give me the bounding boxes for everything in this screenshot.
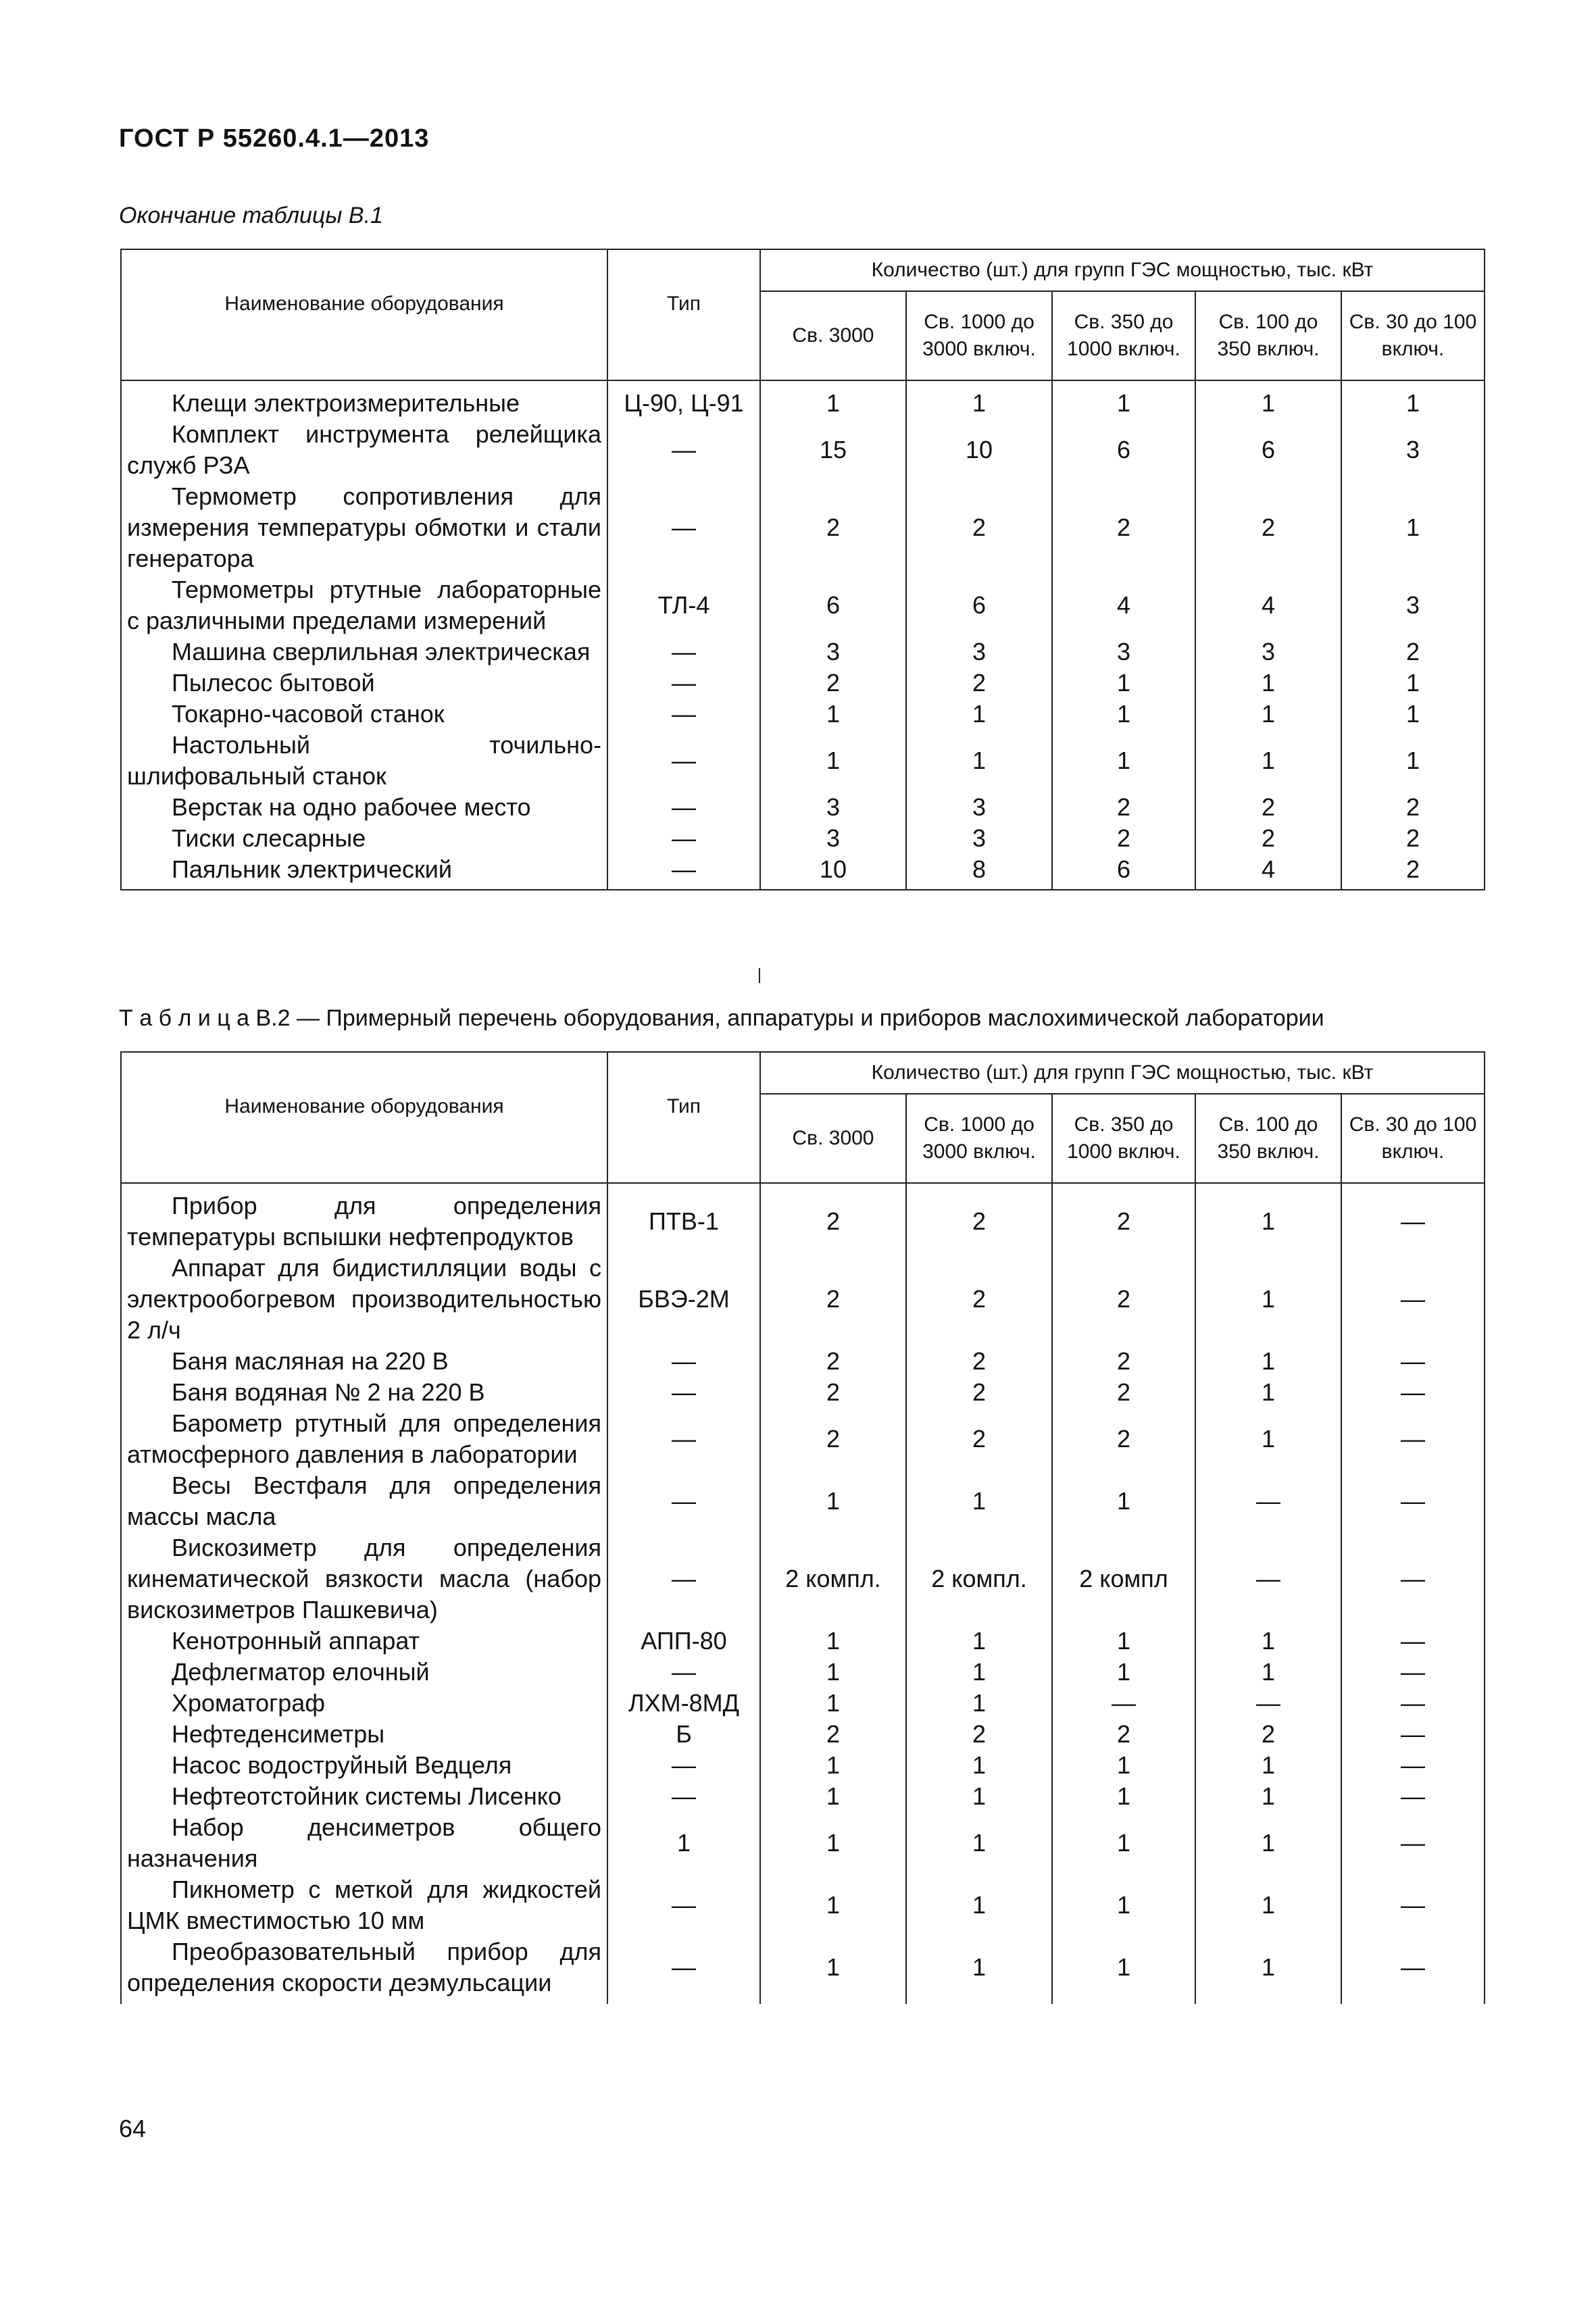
quantity-cell: 1 — [906, 1781, 1052, 1812]
quantity-cell: 1 — [1195, 699, 1341, 730]
quantity-cell: 2 — [1052, 1377, 1195, 1408]
quantity-cell: 2 — [906, 1346, 1052, 1377]
col-header-group: Количество (шт.) для групп ГЭС мощностью, тыс. кВт — [760, 249, 1485, 291]
quantity-cell: 2 — [906, 1408, 1052, 1470]
quantity-cell: 15 — [760, 419, 906, 481]
table-row — [121, 668, 1485, 699]
col-header-name: Наименование оборудования — [121, 1052, 607, 1183]
quantity-cell: 1 — [1052, 730, 1195, 792]
col-header-type: Тип — [607, 249, 760, 380]
equipment-type: АПП-80 — [607, 1626, 760, 1657]
table-row — [121, 1657, 1485, 1688]
quantity-cell: 2 — [1341, 636, 1485, 668]
quantity-cell: 1 — [906, 1626, 1052, 1657]
quantity-cell: 1 — [1052, 1812, 1195, 1874]
quantity-cell: 1 — [1052, 1936, 1195, 2004]
col-header-q4: Св. 100 до 350 включ. — [1195, 1094, 1341, 1183]
quantity-cell: 2 — [1052, 792, 1195, 823]
quantity-cell: 2 — [1341, 854, 1485, 890]
equipment-name: Кенотронный аппарат — [121, 1626, 607, 1657]
equipment-type: — — [607, 1750, 760, 1781]
quantity-cell: 3 — [906, 792, 1052, 823]
quantity-cell: 1 — [1195, 668, 1341, 699]
equipment-name: Баня масляная на 220 В — [121, 1346, 607, 1377]
quantity-cell: 6 — [1052, 854, 1195, 890]
col-header-q2: Св. 1000 до 3000 включ. — [906, 291, 1052, 380]
col-header-group: Количество (шт.) для групп ГЭС мощностью, тыс. кВт — [760, 1052, 1485, 1094]
col-header-q3: Св. 350 до 1000 включ. — [1052, 291, 1195, 380]
equipment-name: Термометры ртутные лабораторные с различными пределами измерений — [121, 574, 607, 636]
equipment-name: Набор денсиметров общего назначения — [121, 1812, 607, 1874]
quantity-cell: 1 — [1052, 1657, 1195, 1688]
quantity-cell: 1 — [1052, 1781, 1195, 1812]
equipment-type: — — [607, 1874, 760, 1936]
quantity-cell: — — [1341, 1470, 1485, 1532]
quantity-cell: 1 — [1195, 1377, 1341, 1408]
quantity-cell: 2 — [760, 1190, 906, 1253]
quantity-cell: 1 — [760, 1470, 906, 1532]
quantity-cell: 1 — [760, 699, 906, 730]
equipment-type: ЛХМ-8МД — [607, 1688, 760, 1719]
quantity-cell: — — [1341, 1532, 1485, 1626]
quantity-cell: 3 — [760, 823, 906, 854]
quantity-cell: 2 — [760, 481, 906, 574]
table-row — [121, 1253, 1485, 1346]
equipment-type: — — [607, 1470, 760, 1532]
quantity-cell: 4 — [1195, 854, 1341, 890]
quantity-cell: 2 — [1195, 481, 1341, 574]
equipment-type: — — [607, 730, 760, 792]
quantity-cell: 1 — [760, 1874, 906, 1936]
table-row — [121, 419, 1485, 481]
equipment-name: Вискозиметр для определения кинематической вязкости масла (набор вискозиметров Пашкевича) — [121, 1532, 607, 1626]
quantity-cell: 1 — [760, 1750, 906, 1781]
quantity-cell: 1 — [1195, 730, 1341, 792]
quantity-cell: 1 — [760, 1657, 906, 1688]
quantity-cell: 1 — [906, 1657, 1052, 1688]
quantity-cell: 1 — [1195, 1346, 1341, 1377]
quantity-cell: 2 — [1195, 823, 1341, 854]
equipment-type: — — [607, 854, 760, 890]
table1-caption: Окончание таблицы В.1 — [119, 203, 383, 228]
quantity-cell: 1 — [1341, 730, 1485, 792]
quantity-cell: 2 — [760, 1408, 906, 1470]
quantity-cell: 1 — [906, 1874, 1052, 1936]
quantity-cell: — — [1341, 1377, 1485, 1408]
quantity-cell: 6 — [760, 574, 906, 636]
table-row — [121, 388, 1485, 419]
quantity-cell: 1 — [1195, 1253, 1341, 1346]
quantity-cell: 2 — [1052, 481, 1195, 574]
quantity-cell: — — [1341, 1626, 1485, 1657]
equipment-type: 1 — [607, 1812, 760, 1874]
quantity-cell: — — [1341, 1750, 1485, 1781]
quantity-cell: 2 — [1052, 1408, 1195, 1470]
equipment-name: Машина сверлильная электрическая — [121, 636, 607, 668]
equipment-type: — — [607, 481, 760, 574]
quantity-cell: — — [1341, 1936, 1485, 2004]
equipment-name: Насос водоструйный Ведцеля — [121, 1750, 607, 1781]
quantity-cell: 3 — [1052, 636, 1195, 668]
table1-body — [121, 388, 1485, 890]
quantity-cell: 1 — [1195, 1781, 1341, 1812]
equipment-type: — — [607, 823, 760, 854]
quantity-cell: — — [1341, 1688, 1485, 1719]
table-row — [121, 1688, 1485, 1719]
quantity-cell: 2 компл. — [760, 1532, 906, 1626]
quantity-cell: 2 компл. — [906, 1532, 1052, 1626]
quantity-cell: 1 — [1341, 668, 1485, 699]
table-row — [121, 636, 1485, 668]
quantity-cell: — — [1341, 1190, 1485, 1253]
col-header-type: Тип — [607, 1052, 760, 1183]
table2 — [120, 1051, 1485, 2004]
quantity-cell: — — [1341, 1874, 1485, 1936]
col-header-q5: Св. 30 до 100 включ. — [1341, 1094, 1485, 1183]
table-row — [121, 1532, 1485, 1626]
equipment-name: Дефлегматор елочный — [121, 1657, 607, 1688]
table-row — [121, 1470, 1485, 1532]
quantity-cell: 1 — [1341, 699, 1485, 730]
quantity-cell: 2 — [1052, 823, 1195, 854]
quantity-cell: 2 — [760, 1346, 906, 1377]
quantity-cell: 3 — [1341, 419, 1485, 481]
quantity-cell: 1 — [760, 1812, 906, 1874]
quantity-cell: 1 — [906, 1750, 1052, 1781]
quantity-cell: — — [1341, 1253, 1485, 1346]
col-header-q1: Св. 3000 — [760, 291, 906, 380]
quantity-cell: 6 — [906, 574, 1052, 636]
table-row — [121, 1408, 1485, 1470]
table-row — [121, 1812, 1485, 1874]
quantity-cell: — — [1195, 1470, 1341, 1532]
table-row — [121, 1626, 1485, 1657]
table-divider-mark — [759, 968, 760, 983]
table1 — [120, 249, 1485, 890]
quantity-cell: 2 — [1341, 792, 1485, 823]
quantity-cell: — — [1195, 1532, 1341, 1626]
table-row — [121, 823, 1485, 854]
table-row — [121, 730, 1485, 792]
table-row — [121, 574, 1485, 636]
equipment-type: ПТВ-1 — [607, 1190, 760, 1253]
table-row — [121, 481, 1485, 574]
equipment-name: Пикнометр с меткой для жидкостей ЦМК вместимостью 10 мм — [121, 1874, 607, 1936]
quantity-cell: 2 — [1341, 823, 1485, 854]
quantity-cell: 2 — [1052, 1719, 1195, 1750]
quantity-cell: 2 — [1052, 1190, 1195, 1253]
quantity-cell: — — [1341, 1812, 1485, 1874]
equipment-type: — — [607, 636, 760, 668]
quantity-cell: 3 — [906, 636, 1052, 668]
col-header-q1: Св. 3000 — [760, 1094, 906, 1183]
equipment-type: — — [607, 1936, 760, 2004]
quantity-cell: 3 — [906, 823, 1052, 854]
equipment-name: Токарно-часовой станок — [121, 699, 607, 730]
quantity-cell: 1 — [1195, 1408, 1341, 1470]
quantity-cell: 6 — [1195, 419, 1341, 481]
equipment-type: Ц-90, Ц-91 — [607, 388, 760, 419]
quantity-cell: 1 — [1195, 1190, 1341, 1253]
equipment-type: — — [607, 1377, 760, 1408]
quantity-cell: 10 — [906, 419, 1052, 481]
equipment-name: Паяльник электрический — [121, 854, 607, 890]
table-row — [121, 1781, 1485, 1812]
col-header-q4: Св. 100 до 350 включ. — [1195, 291, 1341, 380]
equipment-type: — — [607, 792, 760, 823]
quantity-cell: 1 — [1052, 1874, 1195, 1936]
quantity-cell: 2 — [1052, 1253, 1195, 1346]
equipment-type: — — [607, 1532, 760, 1626]
quantity-cell: — — [1341, 1408, 1485, 1470]
quantity-cell: 1 — [1195, 1626, 1341, 1657]
table-row — [121, 1377, 1485, 1408]
quantity-cell: 1 — [1052, 388, 1195, 419]
equipment-name: Тиски слесарные — [121, 823, 607, 854]
table-row — [121, 699, 1485, 730]
quantity-cell: 3 — [760, 792, 906, 823]
quantity-cell: — — [1341, 1657, 1485, 1688]
equipment-name: Нефтеотстойник системы Лисенко — [121, 1781, 607, 1812]
quantity-cell: 1 — [1341, 388, 1485, 419]
equipment-name: Настольный точильно-шлифовальный станок — [121, 730, 607, 792]
quantity-cell: 2 — [906, 1253, 1052, 1346]
quantity-cell: 10 — [760, 854, 906, 890]
quantity-cell: — — [1341, 1719, 1485, 1750]
equipment-type: — — [607, 1781, 760, 1812]
quantity-cell: 3 — [760, 636, 906, 668]
equipment-name: Термометр сопротивления для измерения температуры обмотки и стали генератора — [121, 481, 607, 574]
equipment-name: Комплект инструмента релейщика служб РЗА — [121, 419, 607, 481]
quantity-cell: 1 — [1052, 1750, 1195, 1781]
table-row — [121, 1750, 1485, 1781]
quantity-cell: 1 — [906, 388, 1052, 419]
equipment-name: Аппарат для бидистилляции воды с электрообогревом производительностью 2 л/ч — [121, 1253, 607, 1346]
quantity-cell: 1 — [906, 699, 1052, 730]
quantity-cell: 2 — [1195, 1719, 1341, 1750]
quantity-cell: 2 — [906, 1719, 1052, 1750]
document-id: ГОСТ Р 55260.4.1—2013 — [119, 124, 430, 153]
quantity-cell: 1 — [760, 1626, 906, 1657]
quantity-cell: 2 — [760, 1719, 906, 1750]
quantity-cell: 1 — [1195, 1812, 1341, 1874]
table-row — [121, 1190, 1485, 1253]
quantity-cell: 1 — [1052, 668, 1195, 699]
quantity-cell: 3 — [1195, 636, 1341, 668]
table-row — [121, 1874, 1485, 1936]
equipment-name: Барометр ртутный для определения атмосферного давления в лаборатории — [121, 1408, 607, 1470]
quantity-cell: — — [1195, 1688, 1341, 1719]
quantity-cell: 2 компл — [1052, 1532, 1195, 1626]
quantity-cell: 1 — [906, 1688, 1052, 1719]
quantity-cell: 1 — [760, 730, 906, 792]
equipment-type: — — [607, 1657, 760, 1688]
equipment-name: Нефтеденсиметры — [121, 1719, 607, 1750]
equipment-name: Баня водяная № 2 на 220 В — [121, 1377, 607, 1408]
equipment-type: ТЛ-4 — [607, 574, 760, 636]
quantity-cell: 1 — [1195, 1874, 1341, 1936]
equipment-name: Клещи электроизмерительные — [121, 388, 607, 419]
quantity-cell: 1 — [1052, 1626, 1195, 1657]
quantity-cell: 2 — [760, 1377, 906, 1408]
quantity-cell: 4 — [1052, 574, 1195, 636]
col-header-q5: Св. 30 до 100 включ. — [1341, 291, 1485, 380]
quantity-cell: 1 — [1052, 1470, 1195, 1532]
quantity-cell: 1 — [1052, 699, 1195, 730]
quantity-cell: 2 — [906, 481, 1052, 574]
quantity-cell: 2 — [906, 668, 1052, 699]
quantity-cell: 2 — [1195, 792, 1341, 823]
equipment-name: Преобразовательный прибор для определения скорости деэмульсации — [121, 1936, 607, 2004]
quantity-cell: 2 — [760, 1253, 906, 1346]
quantity-cell: 1 — [906, 1812, 1052, 1874]
quantity-cell: 2 — [760, 668, 906, 699]
equipment-type: Б — [607, 1719, 760, 1750]
equipment-name: Верстак на одно рабочее место — [121, 792, 607, 823]
quantity-cell: 1 — [1195, 1936, 1341, 2004]
equipment-type: БВЭ-2М — [607, 1253, 760, 1346]
quantity-cell: 1 — [760, 388, 906, 419]
quantity-cell: — — [1341, 1781, 1485, 1812]
quantity-cell: 1 — [1195, 1657, 1341, 1688]
quantity-cell: 2 — [906, 1190, 1052, 1253]
quantity-cell: 2 — [906, 1377, 1052, 1408]
quantity-cell: 1 — [906, 1936, 1052, 2004]
quantity-cell: 4 — [1195, 574, 1341, 636]
table2-body — [121, 1190, 1485, 2004]
quantity-cell: 1 — [1195, 388, 1341, 419]
equipment-type: — — [607, 668, 760, 699]
quantity-cell: 1 — [760, 1936, 906, 2004]
quantity-cell: 1 — [1195, 1750, 1341, 1781]
quantity-cell: 6 — [1052, 419, 1195, 481]
quantity-cell: — — [1052, 1688, 1195, 1719]
equipment-type: — — [607, 419, 760, 481]
quantity-cell: 8 — [906, 854, 1052, 890]
equipment-name: Прибор для определения температуры вспышки нефтепродуктов — [121, 1190, 607, 1253]
table-row — [121, 792, 1485, 823]
equipment-type: — — [607, 1346, 760, 1377]
col-header-name: Наименование оборудования — [121, 249, 607, 380]
table-row — [121, 1346, 1485, 1377]
quantity-cell: — — [1341, 1346, 1485, 1377]
equipment-type: — — [607, 1408, 760, 1470]
equipment-type: — — [607, 699, 760, 730]
quantity-cell: 1 — [760, 1781, 906, 1812]
quantity-cell: 1 — [906, 1470, 1052, 1532]
equipment-name: Хроматограф — [121, 1688, 607, 1719]
quantity-cell: 1 — [1341, 481, 1485, 574]
table-row — [121, 854, 1485, 890]
table-row — [121, 1936, 1485, 2004]
quantity-cell: 2 — [1052, 1346, 1195, 1377]
table-row — [121, 1719, 1485, 1750]
quantity-cell: 3 — [1341, 574, 1485, 636]
equipment-name: Весы Вестфаля для определения массы масла — [121, 1470, 607, 1532]
quantity-cell: 1 — [760, 1688, 906, 1719]
col-header-q3: Св. 350 до 1000 включ. — [1052, 1094, 1195, 1183]
table2-caption: Т а б л и ц а В.2 — Примерный перечень оборудования, аппаратуры и приборов маслохимической лаборатории — [119, 1005, 1324, 1031]
equipment-name: Пылесос бытовой — [121, 668, 607, 699]
page-number: 64 — [119, 2115, 147, 2142]
col-header-q2: Св. 1000 до 3000 включ. — [906, 1094, 1052, 1183]
quantity-cell: 1 — [906, 730, 1052, 792]
